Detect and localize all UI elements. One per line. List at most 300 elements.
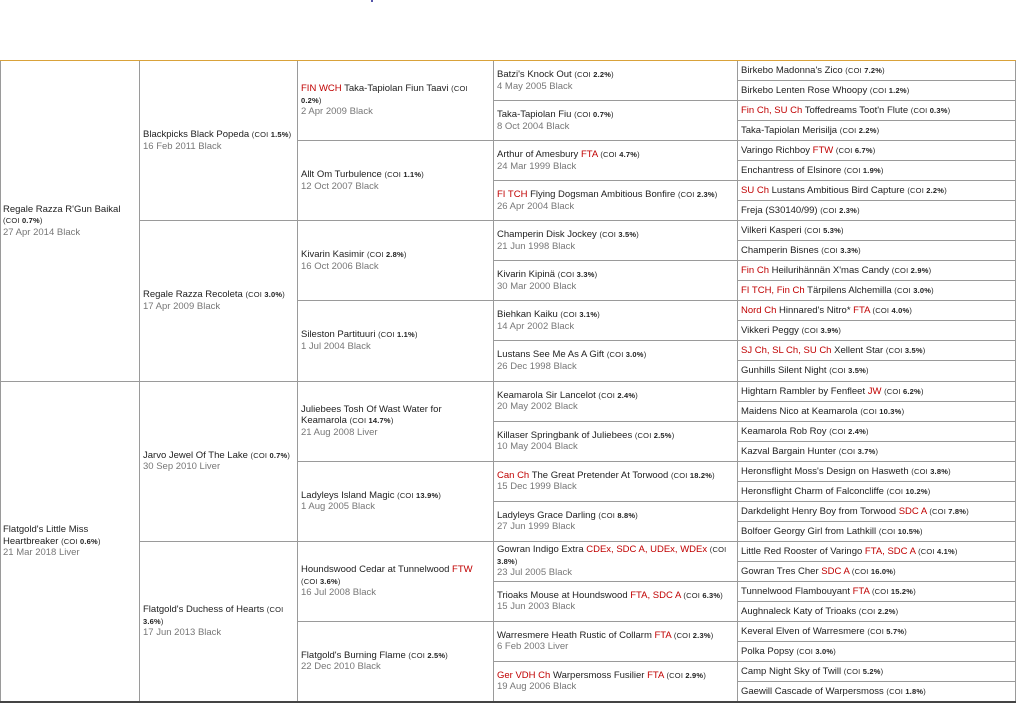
- coi-percent: 2.2%: [926, 186, 945, 196]
- dog-name-link[interactable]: Gowran Tres Cher: [741, 565, 819, 577]
- birth-date: 14 Apr 2002: [497, 320, 549, 332]
- dog-name-link[interactable]: Heilurihännän X'mas Candy: [771, 265, 890, 277]
- dog-name-link[interactable]: Killaser Springbank of Juliebees: [497, 429, 633, 441]
- dog-name-link[interactable]: Enchantress of Elsinore: [741, 165, 842, 177]
- coi-percent: 3.0%: [625, 350, 644, 360]
- dog-name-link[interactable]: Arthur of Amesbury: [497, 149, 579, 161]
- coi-value: (COI 3.0%): [894, 286, 934, 296]
- dog-entry: [497, 149, 734, 161]
- dog-birth-info: [143, 461, 294, 473]
- dog-name-link[interactable]: Tärpilens Alchemilla: [807, 285, 892, 297]
- dog-entry: [497, 189, 734, 201]
- coi-label: COI: [920, 546, 935, 556]
- coi-label: COI: [369, 250, 384, 260]
- dog-name-link[interactable]: Gaewill Cascade of Warpersmoss: [741, 685, 884, 697]
- dog-entry: [741, 105, 1012, 116]
- coat-colour: Liver: [357, 426, 378, 438]
- pedigree-cell: [298, 301, 494, 381]
- dog-name-link[interactable]: Heronsflight Charm of Falconcliffe: [741, 485, 884, 497]
- coi-percent: 3.5%: [904, 346, 923, 356]
- coi-value: (COI 0.7%): [574, 110, 614, 120]
- bottom-rule: [0, 701, 1016, 703]
- dog-birth-info: [497, 161, 734, 173]
- coi-value: (COI 3.3%): [557, 270, 598, 280]
- pedigree-cell: [494, 141, 738, 181]
- coi-label: COI: [637, 430, 652, 440]
- coi-percent: 2.5%: [653, 430, 672, 440]
- dog-entry: [741, 145, 1012, 156]
- coi-value: (COI 6.2%): [884, 386, 924, 396]
- coat-colour: Black: [349, 106, 373, 118]
- coi-value: (COI 3.6%): [143, 605, 284, 626]
- dog-birth-info: [497, 641, 734, 653]
- coi-label: COI: [932, 506, 946, 516]
- pedigree-cell: [738, 241, 1016, 261]
- dog-titles: FI TCH: [497, 189, 528, 201]
- birth-date: 1 Jul 2004: [301, 340, 345, 352]
- dog-entry: [143, 604, 294, 627]
- dog-name-link[interactable]: Xellent Star: [834, 345, 884, 357]
- dog-name-link[interactable]: Champerin Bisnes: [741, 245, 819, 257]
- dog-name-link[interactable]: Biehkan Kaiku: [497, 309, 558, 321]
- coi-value: (COI 2.2%): [839, 126, 880, 136]
- dog-name-link[interactable]: Champerin Disk Jockey: [497, 229, 597, 241]
- dog-name-link[interactable]: Kazval Bargain Hunter: [741, 445, 837, 457]
- coi-value: (COI 4.1%): [918, 546, 958, 556]
- dog-birth-info: [301, 106, 490, 118]
- dog-birth-info: [497, 121, 734, 133]
- pedigree-cell: [738, 602, 1016, 622]
- dog-entry: [741, 285, 1012, 296]
- dog-name-link[interactable]: Lustans Ambitious Bird Capture: [771, 185, 905, 197]
- coi-label: COI: [686, 590, 701, 600]
- coat-colour: Black: [552, 160, 577, 172]
- pedigree-cell: [298, 382, 494, 462]
- coat-colour: Black: [554, 401, 578, 413]
- coi-value: (COI 8.8%): [598, 510, 638, 520]
- birth-date: 4 May 2005: [497, 80, 547, 92]
- coi-value: (COI 7.2%): [845, 66, 885, 76]
- pedigree-cell: [494, 502, 738, 542]
- coat-colour: Black: [550, 320, 575, 332]
- dog-name-link[interactable]: Taka-Tapiolan Merisilja: [741, 125, 838, 137]
- coi-percent: 2.9%: [910, 266, 929, 276]
- coi-label: COI: [872, 86, 887, 96]
- coat-colour: Black: [548, 567, 572, 579]
- coat-colour: Black: [549, 80, 573, 92]
- coat-colour: Black: [347, 340, 371, 352]
- dog-name-link[interactable]: Sileston Partituuri: [301, 329, 376, 341]
- birth-date: 2 Apr 2009: [301, 106, 347, 118]
- dog-entry: [301, 169, 490, 181]
- coi-label: COI: [888, 346, 903, 356]
- dog-entry: [741, 426, 1012, 437]
- coi-value: (COI 5.2%): [843, 666, 884, 676]
- coat-colour: Black: [550, 200, 575, 212]
- pedigree-cell: [738, 61, 1016, 81]
- coi-percent: 2.9%: [685, 670, 704, 680]
- pedigree-cell: [494, 622, 738, 662]
- coi-value: (COI 2.9%): [666, 670, 707, 680]
- pedigree-cell: [494, 542, 738, 582]
- dog-name-link[interactable]: Flatgold's Duchess of Hearts: [143, 604, 265, 616]
- dog-name-link[interactable]: The Great Pretender At Torwood: [531, 469, 669, 481]
- dog-entry: [741, 486, 1012, 497]
- pedigree-cell: [738, 382, 1016, 402]
- coi-value: (COI 0.7%): [250, 450, 291, 460]
- dog-name-link[interactable]: Tunnelwood Flambouyant: [741, 585, 850, 597]
- dog-name-link[interactable]: Toffedreams Toot'n Flute: [804, 105, 909, 117]
- coi-percent: 15.2%: [890, 586, 914, 596]
- dog-name-link[interactable]: Bolfoer Georgy Girl from Lathkill: [741, 525, 877, 537]
- pedigree-cell: [494, 181, 738, 221]
- coi-percent: 2.3%: [839, 206, 858, 216]
- coi-percent: 5.2%: [862, 666, 881, 676]
- coi-value: (COI 4.7%): [600, 150, 640, 160]
- dog-name-link[interactable]: Juliebees Tosh Of Wast Water for Keamarola: [301, 403, 442, 427]
- coi-percent: 2.5%: [427, 650, 446, 660]
- dog-name-link[interactable]: Gowran Indigo Extra: [497, 544, 584, 556]
- dog-entry: [741, 386, 1012, 397]
- dog-name-link[interactable]: Flatgold's Burning Flame: [301, 649, 406, 661]
- coi-label: COI: [352, 416, 367, 426]
- dog-entry: [741, 165, 1012, 176]
- pedigree-cell: [494, 261, 738, 301]
- birth-date: 8 Oct 2004: [497, 120, 544, 132]
- coi-percent: 13.9%: [416, 490, 439, 500]
- pedigree-cell: [738, 161, 1016, 181]
- coi-value: (COI 3.6%): [301, 576, 341, 586]
- coi-label: COI: [823, 246, 838, 256]
- coi-percent: 3.0%: [913, 286, 932, 296]
- coi-percent: 4.0%: [891, 306, 910, 316]
- dog-entry: [741, 566, 1012, 577]
- coi-value: (COI 3.3%): [821, 246, 861, 256]
- dog-birth-info: [143, 141, 294, 153]
- coi-value: (COI 13.9%): [397, 490, 442, 500]
- coi-label: COI: [577, 70, 591, 80]
- dog-entry: [741, 526, 1012, 537]
- coi-percent: 14.7%: [368, 416, 391, 426]
- coi-label: COI: [5, 216, 20, 225]
- dog-name-link[interactable]: Kivarin Kipinä: [497, 269, 556, 281]
- dog-birth-info: [143, 627, 294, 639]
- coi-value: (COI 2.4%): [598, 390, 638, 400]
- coi-label: COI: [875, 306, 890, 316]
- coi-percent: 0.6%: [80, 536, 98, 546]
- coi-percent: 3.0%: [264, 290, 283, 300]
- pedigree-cell: [298, 221, 494, 301]
- dog-name-link[interactable]: Birkebo Madonna's Zico: [741, 65, 843, 77]
- dog-birth-info: [497, 401, 734, 413]
- coi-percent: 10.3%: [879, 406, 902, 416]
- dog-entry: [741, 586, 1012, 597]
- dog-name-link[interactable]: Keamarola Rob Roy: [741, 425, 827, 437]
- coi-value: (COI 3.7%): [838, 446, 879, 456]
- birth-date: 27 Jun 1999: [497, 521, 550, 533]
- dog-birth-info: [497, 521, 734, 533]
- dog-name-link[interactable]: Flatgold's Little Miss Heartbreaker: [3, 524, 89, 547]
- dog-name-link[interactable]: Camp Night Sky of Twill: [741, 665, 842, 677]
- coi-label: COI: [248, 290, 263, 300]
- coi-value: (COI 3.0%): [796, 646, 836, 656]
- pedigree-cell: [738, 562, 1016, 582]
- coi-percent: 0.7%: [593, 110, 611, 120]
- dog-name-link[interactable]: Aughnaleck Katy of Trioaks: [741, 605, 857, 617]
- dog-name-link[interactable]: Maidens Nico at Keamarola: [741, 405, 858, 417]
- dog-entry: [741, 466, 1012, 477]
- pedigree-cell: [0, 61, 140, 382]
- dog-entry: [497, 470, 734, 482]
- dog-name-link[interactable]: Polka Popsy: [741, 645, 794, 657]
- coi-percent: 3.6%: [319, 576, 338, 586]
- pedigree-cell: [494, 61, 738, 101]
- pedigree-cell: [494, 221, 738, 261]
- dog-suffix-titles: FTA: [853, 305, 870, 317]
- birth-date: 21 Mar 2018: [3, 547, 57, 558]
- dog-entry: [741, 406, 1012, 417]
- pedigree-cell: [738, 542, 1016, 562]
- coi-percent: 3.3%: [840, 246, 859, 256]
- pedigree-cell: [738, 341, 1016, 361]
- pedigree-cell: [738, 201, 1016, 221]
- birth-date: 16 Feb 2011: [143, 140, 196, 152]
- birth-date: 19 Aug 2006: [497, 681, 551, 693]
- dog-name-link[interactable]: Birkebo Lenten Rose Whoopy: [741, 85, 868, 97]
- coi-label: COI: [822, 206, 837, 216]
- coi-label: COI: [269, 605, 284, 615]
- dog-name-link[interactable]: Hinnared's Nitro*: [779, 305, 851, 317]
- coi-percent: 3.6%: [143, 616, 161, 626]
- dog-name-link[interactable]: Kivarin Kasimir: [301, 249, 365, 261]
- dog-name-link[interactable]: Keamarola Sir Lancelot: [497, 389, 596, 401]
- dog-entry: [741, 365, 1012, 376]
- coi-value: (COI 15.2%): [871, 586, 916, 596]
- dog-name-link[interactable]: Batzi's Knock Out: [497, 69, 572, 81]
- coi-percent: 1.2%: [888, 86, 907, 96]
- pedigree-cell: [738, 141, 1016, 161]
- dog-suffix-titles: SDC A: [821, 565, 850, 577]
- birth-date: 16 Jul 2008: [301, 587, 351, 599]
- pedigree-cell: [738, 642, 1016, 662]
- dog-name-link[interactable]: Warpersmoss Fusilier: [552, 669, 645, 681]
- pedigree-cell: [738, 301, 1016, 321]
- birth-date: 20 May 2002: [497, 401, 552, 413]
- dog-entry: [143, 289, 294, 301]
- coi-value: (COI 2.4%): [829, 426, 869, 436]
- birth-date: 15 Jun 2003: [497, 601, 550, 613]
- coi-value: (COI 3.8%): [911, 466, 951, 476]
- dog-name-link[interactable]: Gunhills Silent Night: [741, 365, 827, 377]
- dog-name-link[interactable]: Heronsflight Moss's Design on Hasweth: [741, 465, 909, 477]
- coat-colour: Black: [197, 627, 222, 639]
- dog-name-link[interactable]: Taka-Tapiolan Fiu: [497, 109, 572, 121]
- coi-percent: 0.2%: [301, 95, 319, 105]
- dog-entry: [301, 249, 490, 261]
- coi-percent: 2.4%: [617, 390, 636, 400]
- dog-name-link[interactable]: Little Red Rooster of Varingo: [741, 545, 863, 557]
- dog-birth-info: [143, 301, 294, 313]
- dog-name-link[interactable]: Houndswood Cedar at Tunnelwood: [301, 564, 450, 576]
- dog-titles: SJ Ch, SL Ch, SU Ch: [741, 345, 832, 357]
- dog-entry: [741, 446, 1012, 457]
- coi-label: COI: [913, 106, 928, 116]
- birth-date: 24 Mar 1999: [497, 160, 551, 172]
- dog-name-link[interactable]: Warresmere Heath Rustic of Collarm: [497, 629, 652, 641]
- dog-name-link[interactable]: Ladyleys Island Magic: [301, 489, 395, 501]
- dog-birth-info: [497, 321, 734, 333]
- pedigree-cell: [738, 622, 1016, 642]
- dog-entry: [741, 85, 1012, 96]
- dog-entry: [741, 265, 1012, 276]
- pedigree-cell: [494, 382, 738, 422]
- pedigree-cell: [738, 502, 1016, 522]
- coi-percent: 2.2%: [858, 126, 877, 136]
- dog-titles: SU Ch: [741, 185, 769, 197]
- dog-entry: [741, 626, 1012, 637]
- coi-value: (COI 10.3%): [860, 406, 905, 416]
- coi-label: COI: [669, 670, 684, 680]
- coi-value: (COI 3.5%): [599, 230, 639, 240]
- dog-birth-info: [301, 341, 490, 353]
- dog-name-link[interactable]: Darkdelight Henry Boy from Torwood: [741, 505, 897, 517]
- birth-date: 27 Apr 2014: [3, 226, 55, 238]
- dog-name-link[interactable]: Hightarn Rambler by Fenfleet: [741, 385, 866, 397]
- coat-colour: Black: [546, 120, 570, 132]
- birth-date: 30 Mar 2000: [497, 280, 551, 292]
- dog-entry: [741, 506, 1012, 517]
- coi-label: COI: [673, 470, 688, 480]
- coi-percent: 18.2%: [689, 470, 713, 480]
- coi-percent: 16.0%: [870, 566, 894, 576]
- coi-label: COI: [889, 486, 904, 496]
- coi-label: COI: [576, 110, 591, 120]
- coi-label: COI: [897, 286, 911, 296]
- coi-percent: 3.9%: [820, 326, 839, 336]
- dog-entry: [741, 325, 1012, 336]
- dog-entry: [3, 204, 136, 227]
- pedigree-cell: [0, 382, 140, 703]
- dog-name-link[interactable]: Regale Razza R'Gun Baikal: [3, 203, 121, 215]
- dog-name-link[interactable]: Vikkeri Peggy: [741, 325, 799, 337]
- dog-name-link[interactable]: Allt Om Turbulence: [301, 169, 382, 181]
- coat-colour: Black: [553, 681, 577, 693]
- coi-percent: 2.2%: [877, 606, 896, 616]
- dog-name-link[interactable]: Jarvo Jewel Of The Lake: [143, 449, 248, 461]
- coi-label: COI: [712, 545, 727, 555]
- coi-value: (COI 16.0%): [851, 566, 896, 576]
- pedigree-cell: [738, 121, 1016, 141]
- pedigree-cell: [494, 422, 738, 462]
- dog-titles: Can Ch: [497, 469, 530, 481]
- coi-label: COI: [910, 186, 924, 196]
- dog-entry: [497, 69, 734, 81]
- dog-name-link[interactable]: Keveral Elven of Warresmere: [741, 625, 865, 637]
- birth-date: 21 Jun 1998: [497, 240, 550, 252]
- dog-entry: [741, 546, 1012, 557]
- coi-percent: 2.3%: [692, 630, 711, 640]
- dog-birth-info: [497, 441, 734, 453]
- coi-value: (COI 3.9%): [801, 326, 842, 336]
- coi-value: (COI 10.2%): [886, 486, 931, 496]
- dog-name-link[interactable]: Flying Dogsman Ambitious Bonfire: [530, 189, 676, 201]
- dog-name-link[interactable]: Vilkeri Kasperi: [741, 225, 802, 237]
- coi-percent: 3.3%: [576, 270, 595, 280]
- coat-colour: Black: [357, 661, 381, 673]
- coi-percent: 1.5%: [270, 130, 289, 140]
- coi-value: (COI 14.7%): [349, 416, 394, 426]
- coi-value: (COI 6.3%): [683, 590, 723, 600]
- pedigree-cell: [738, 482, 1016, 502]
- coi-label: COI: [863, 406, 877, 416]
- coi-label: COI: [831, 426, 846, 436]
- coi-percent: 1.1%: [397, 330, 415, 340]
- coi-label: COI: [676, 630, 691, 640]
- dog-entry: [301, 83, 490, 106]
- coi-label: COI: [806, 226, 821, 236]
- coat-colour: Black: [196, 300, 221, 312]
- coi-value: (COI 2.3%): [820, 206, 860, 216]
- dog-birth-info: [3, 547, 136, 559]
- dog-name-link[interactable]: Ladyleys Grace Darling: [497, 509, 596, 521]
- dog-entry: [497, 390, 734, 402]
- dog-entry: [497, 544, 734, 567]
- coi-value: (COI 3.5%): [885, 346, 926, 356]
- coi-label: COI: [254, 130, 269, 140]
- coi-percent: 1.9%: [862, 166, 881, 176]
- dog-entry: [301, 490, 490, 502]
- coi-value: (COI 4.0%): [872, 306, 913, 316]
- dog-birth-info: [301, 661, 490, 673]
- coi-label: COI: [894, 266, 909, 276]
- dog-entry: [301, 650, 490, 662]
- dog-entry: [301, 564, 490, 587]
- pedigree-cell: [738, 181, 1016, 201]
- coi-label: COI: [560, 270, 575, 280]
- birth-date: 10 May 2004: [497, 441, 552, 453]
- dog-suffix-titles: FTA: [647, 669, 664, 681]
- coi-value: (COI 2.3%): [677, 190, 718, 200]
- dog-entry: [497, 590, 734, 602]
- coi-label: COI: [842, 126, 857, 136]
- coi-percent: 10.5%: [897, 526, 921, 536]
- coi-percent: 7.8%: [948, 506, 967, 516]
- dog-name-link[interactable]: Blackpicks Black Popeda: [143, 129, 250, 141]
- dog-name-link[interactable]: Trioaks Mouse at Houndswood: [497, 589, 628, 601]
- dog-entry: [3, 524, 136, 547]
- birth-date: 21 Aug 2008: [301, 426, 355, 438]
- coi-label: COI: [253, 450, 268, 460]
- dog-entry: [741, 305, 1012, 316]
- dog-titles: Fin Ch, SU Ch: [741, 105, 803, 117]
- dog-entry: [301, 329, 490, 341]
- dog-name-link[interactable]: Lustans See Me As A Gift: [497, 349, 605, 361]
- dog-name-link[interactable]: Freja (S30140/99): [741, 205, 818, 217]
- coi-label: COI: [854, 566, 869, 576]
- dog-titles: Ger VDH Ch: [497, 669, 551, 681]
- coi-label: COI: [602, 230, 617, 240]
- pedigree-cell: [494, 341, 738, 381]
- dog-name-link[interactable]: Regale Razza Recoleta: [143, 289, 243, 301]
- pedigree-cell: [494, 462, 738, 502]
- coi-label: COI: [303, 576, 318, 586]
- coi-value: (COI 2.3%): [673, 630, 714, 640]
- coi-percent: 2.3%: [696, 190, 715, 200]
- dog-entry: [741, 686, 1012, 697]
- dog-name-link[interactable]: Taka-Tapiolan Fiun Taavi: [344, 83, 449, 95]
- coi-percent: 5.7%: [886, 626, 905, 636]
- dog-name-link[interactable]: Varingo Richboy: [741, 145, 811, 157]
